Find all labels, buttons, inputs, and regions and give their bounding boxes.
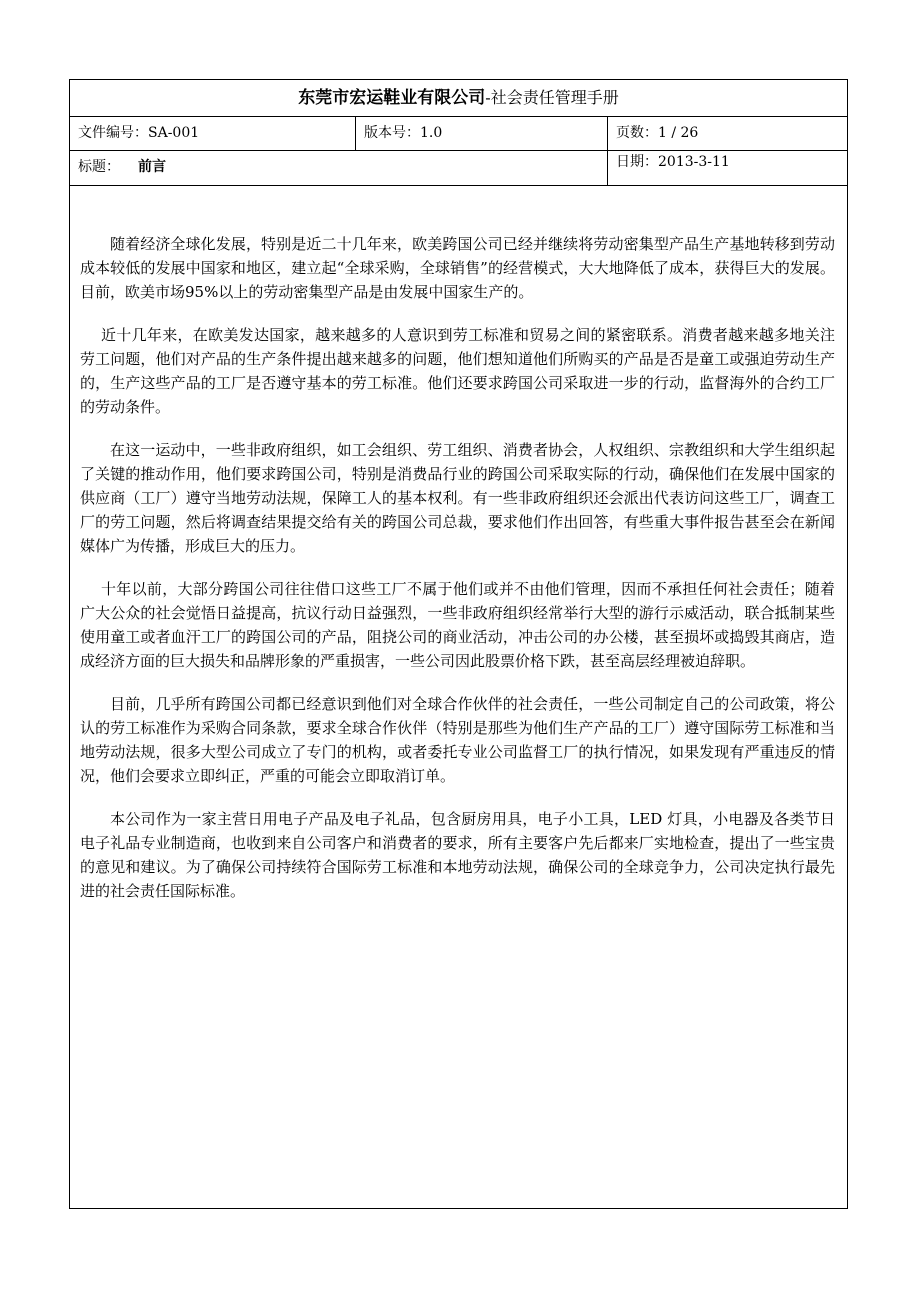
header-title-row — [70, 80, 847, 117]
document-body — [80, 232, 835, 903]
manual-subtitle: -社会责任管理手册 — [485, 88, 619, 107]
paragraph-5: 目前，几乎所有跨国公司都已经意识到他们对全球合作伙伴的社会责任，一些公司制定自己的公司政策，将公认的劳工标准作为采购合同条款，要求全球合作伙伴（特别是那些为他们生产产品的工厂）遵守国际劳工标准和当地劳动法规，很多大型公司成立了专门的机构，或者委托专业公司监督工厂的执行情况，如果发现有严重违反的情况，他们会要求立即纠正，严重的可能会立即取消订单。 — [80, 695, 835, 785]
paragraph-1: 随着经济全球化发展，特别是近二十几年来，欧美跨国公司已经并继续将劳动密集型产品生产基地转移到劳动成本较低的发展中国家和地区，建立起“全球采购，全球销售”的经营模式，大大地降低了成本，获得巨大的发展。目前，欧美市场95%以上的劳动密集型产品是由发展中国家生产的。 — [80, 235, 835, 301]
title-cell — [70, 151, 608, 185]
title-label: 标题： — [78, 159, 120, 175]
document-number: 文件编号：SA-001 — [70, 117, 356, 150]
paragraph-4: 十年以前，大部分跨国公司往往借口这些工厂不属于他们或并不由他们管理，因而不承担任何社会责任；随着广大公众的社会觉悟日益提高，抗议行动日益强烈，一些非政府组织经常举行大型的游行示威活动，联合抵制某些使用童工或者血汗工厂的跨国公司的产品，阻挠公司的商业活动，冲击公司的办公楼，甚至损坏或捣毁其商店，造成经济方面的巨大损失和品牌形象的严重损害，一些公司因此股票价格下跌，甚至高层经理被迫辞职。 — [80, 580, 835, 670]
page-count: 页数：1 / 26 — [616, 125, 699, 141]
header-meta-row — [70, 117, 847, 151]
header-title-date-row — [70, 151, 847, 186]
company-name: 东莞市宏运鞋业有限公司 — [298, 88, 486, 108]
version-number: 版本号：1.0 — [356, 117, 608, 150]
document-date: 日期：2013-3-11 — [616, 154, 730, 170]
title-value: 前言 — [138, 159, 166, 175]
paragraph-2: 近十几年来，在欧美发达国家，越来越多的人意识到劳工标准和贸易之间的紧密联系。消费者越来越多地关注劳工问题，他们对产品的生产条件提出越来越多的问题，他们想知道他们所购买的产品是否是童工或强迫劳动生产的，生产这些产品的工厂是否遵守基本的劳工标准。他们还要求跨国公司采取进一步的行动，监督海外的合约工厂的劳动条件。 — [80, 326, 835, 416]
document-frame — [69, 79, 848, 1209]
paragraph-3: 在这一运动中，一些非政府组织，如工会组织、劳工组织、消费者协会，人权组织、宗教组织和大学生组织起了关键的推动作用，他们要求跨国公司，特别是消费品行业的跨国公司采取实际的行动，确保他们在发展中国家的供应商（工厂）遵守当地劳动法规，保障工人的基本权利。有一些非政府组织还会派出代表访问这些工厂，调查工厂的劳工问题，然后将调查结果提交给有关的跨国公司总裁，要求他们作出回答，有些重大事件报告甚至会在新闻媒体广为传播，形成巨大的压力。 — [80, 441, 835, 555]
paragraph-6: 本公司作为一家主营日用电子产品及电子礼品，包含厨房用具，电子小工具，LED 灯具，小电器及各类节日电子礼品专业制造商，也收到来自公司客户和消费者的要求，所有主要客户先后都来厂实地检查，提出了一些宝贵的意见和建议。为了确保公司持续符合国际劳工标准和本地劳动法规，确保公司的全球竞争力，公司决定执行最先进的社会责任国际标准。 — [80, 810, 835, 900]
